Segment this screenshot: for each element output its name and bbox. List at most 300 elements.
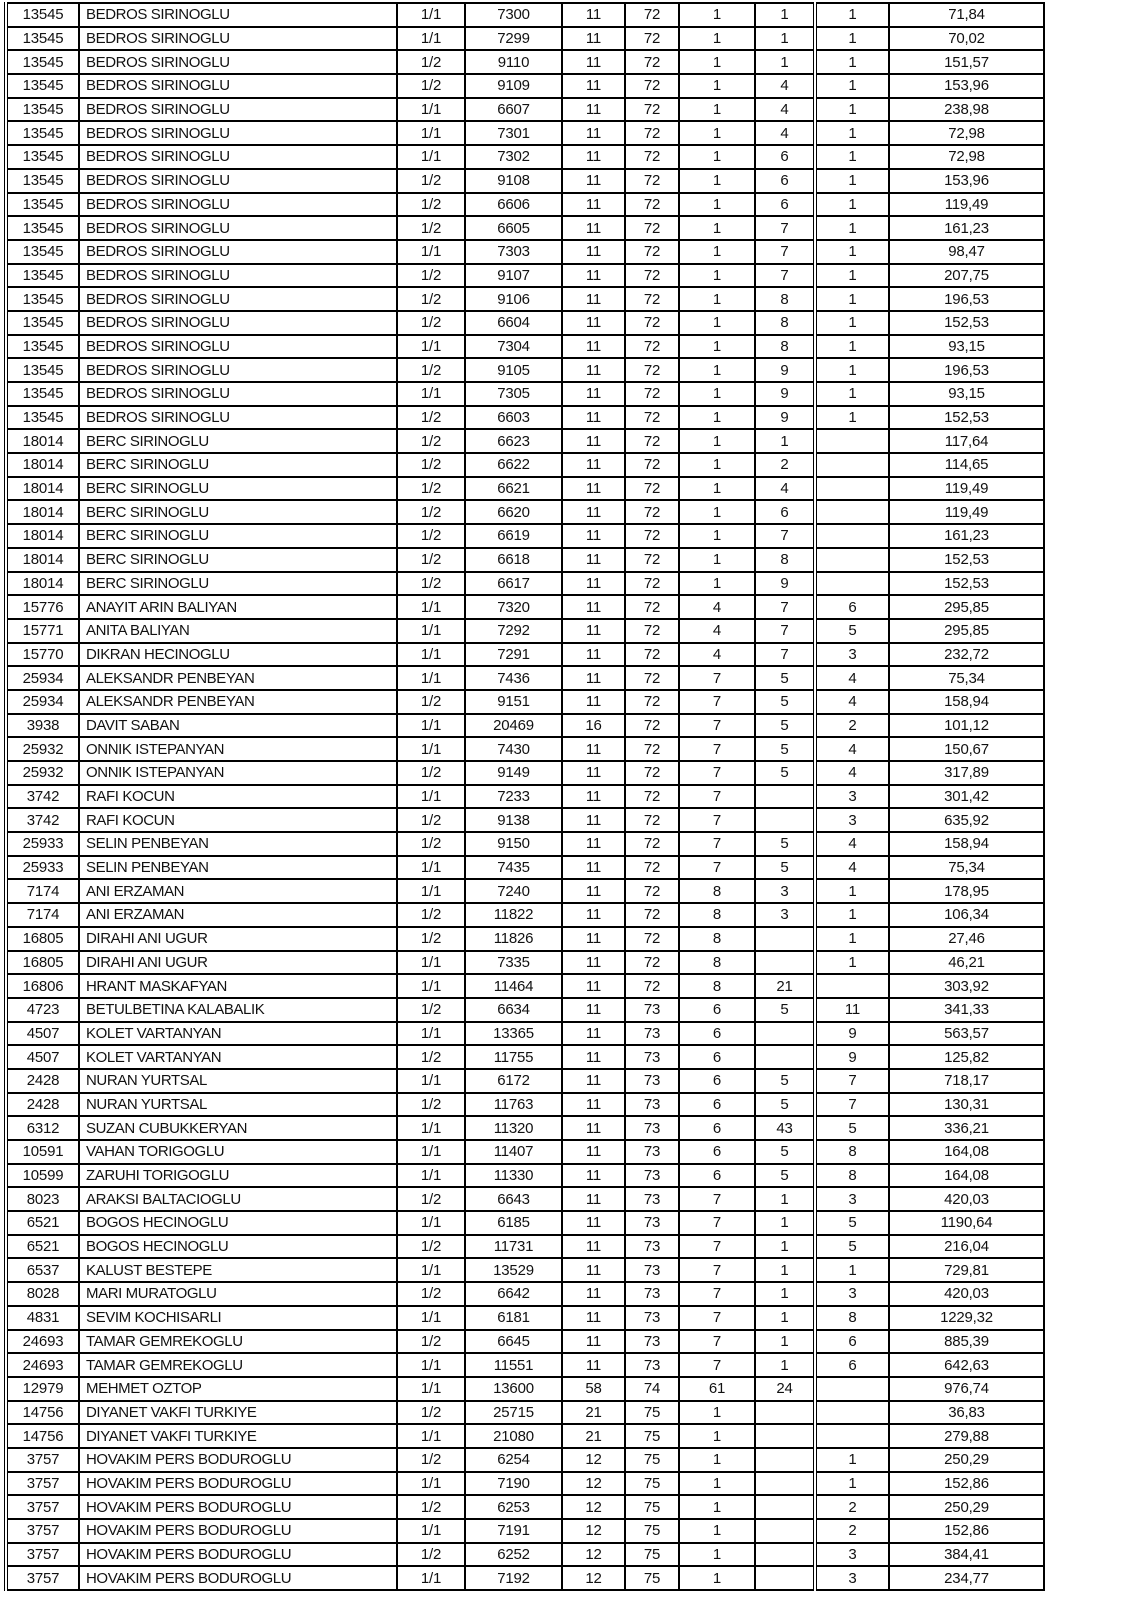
col9-cell: 8: [815, 1164, 889, 1188]
share-fraction-cell: 1/1: [397, 785, 465, 809]
table-row: [6, 666, 1044, 690]
col5-cell: 58: [562, 1377, 625, 1401]
col7-cell: 1: [679, 145, 755, 169]
name-cell: TAMAR GEMREKOGLU: [79, 1330, 397, 1354]
name-cell: SELIN PENBEYAN: [79, 856, 397, 880]
document-no-cell: 20469: [465, 714, 562, 738]
table-row: [6, 1566, 1044, 1590]
col9-cell: 1: [815, 98, 889, 122]
col5-cell: 11: [562, 1306, 625, 1330]
table-row: [6, 1140, 1044, 1164]
col7-cell: 1: [679, 572, 755, 596]
document-no-cell: 7302: [465, 145, 562, 169]
document-no-cell: 9149: [465, 761, 562, 785]
table-row: [6, 1069, 1044, 1093]
col8-cell: 7: [755, 264, 815, 288]
col9-cell: 1: [815, 3, 889, 27]
record-id-cell: 25932: [6, 737, 79, 761]
col5-cell: 11: [562, 1282, 625, 1306]
col9-cell: 1: [815, 1472, 889, 1496]
name-cell: ONNIK ISTEPANYAN: [79, 761, 397, 785]
amount-cell: 341,33: [889, 998, 1044, 1022]
col9-cell: 5: [815, 1211, 889, 1235]
name-cell: SELIN PENBEYAN: [79, 832, 397, 856]
col5-cell: 11: [562, 595, 625, 619]
col7-cell: 1: [679, 50, 755, 74]
col5-cell: 11: [562, 856, 625, 880]
document-no-cell: 6619: [465, 524, 562, 548]
col5-cell: 11: [562, 1258, 625, 1282]
col9-cell: [815, 548, 889, 572]
col9-cell: [815, 1401, 889, 1425]
col9-cell: [815, 572, 889, 596]
share-fraction-cell: 1/2: [397, 500, 465, 524]
name-cell: ANI ERZAMAN: [79, 879, 397, 903]
col6-cell: 73: [625, 998, 679, 1022]
col5-cell: 12: [562, 1543, 625, 1567]
document-no-cell: 6253: [465, 1495, 562, 1519]
col8-cell: 5: [755, 856, 815, 880]
col9-cell: 2: [815, 714, 889, 738]
amount-cell: 125,82: [889, 1045, 1044, 1069]
col5-cell: 21: [562, 1401, 625, 1425]
col9-cell: 1: [815, 264, 889, 288]
amount-cell: 238,98: [889, 98, 1044, 122]
table-row: [6, 1448, 1044, 1472]
col6-cell: 72: [625, 453, 679, 477]
col7-cell: 1: [679, 74, 755, 98]
col9-cell: 3: [815, 1187, 889, 1211]
col5-cell: 11: [562, 832, 625, 856]
document-no-cell: 7301: [465, 121, 562, 145]
amount-cell: 885,39: [889, 1330, 1044, 1354]
col9-cell: 3: [815, 643, 889, 667]
record-id-cell: 13545: [6, 264, 79, 288]
col9-cell: 5: [815, 619, 889, 643]
col7-cell: 1: [679, 429, 755, 453]
record-id-cell: 13545: [6, 216, 79, 240]
table-row: [6, 974, 1044, 998]
col8-cell: 5: [755, 761, 815, 785]
record-id-cell: 18014: [6, 429, 79, 453]
table-row: [6, 879, 1044, 903]
document-no-cell: 11763: [465, 1093, 562, 1117]
amount-cell: 152,53: [889, 548, 1044, 572]
record-id-cell: 2428: [6, 1069, 79, 1093]
col7-cell: 8: [679, 974, 755, 998]
col9-cell: 1: [815, 406, 889, 430]
amount-cell: 71,84: [889, 3, 1044, 27]
col9-cell: 1: [815, 216, 889, 240]
amount-cell: 152,53: [889, 406, 1044, 430]
amount-cell: 976,74: [889, 1377, 1044, 1401]
col8-cell: 2: [755, 453, 815, 477]
col7-cell: 1: [679, 335, 755, 359]
col9-cell: 1: [815, 1448, 889, 1472]
table-row: [6, 1045, 1044, 1069]
col8-cell: [755, 785, 815, 809]
document-no-cell: 6642: [465, 1282, 562, 1306]
share-fraction-cell: 1/2: [397, 927, 465, 951]
document-no-cell: 9150: [465, 832, 562, 856]
col7-cell: 6: [679, 1116, 755, 1140]
col8-cell: 7: [755, 240, 815, 264]
col8-cell: 5: [755, 1164, 815, 1188]
col8-cell: 6: [755, 145, 815, 169]
amount-cell: 114,65: [889, 453, 1044, 477]
col6-cell: 72: [625, 382, 679, 406]
name-cell: BEDROS SIRINOGLU: [79, 287, 397, 311]
amount-cell: 152,53: [889, 572, 1044, 596]
col5-cell: 11: [562, 1353, 625, 1377]
col7-cell: 8: [679, 927, 755, 951]
name-cell: ARAKSI BALTACIOGLU: [79, 1187, 397, 1211]
share-fraction-cell: 1/2: [397, 524, 465, 548]
record-id-cell: 10599: [6, 1164, 79, 1188]
share-fraction-cell: 1/2: [397, 358, 465, 382]
col5-cell: 12: [562, 1519, 625, 1543]
name-cell: BERC SIRINOGLU: [79, 548, 397, 572]
col5-cell: 11: [562, 974, 625, 998]
col7-cell: 7: [679, 666, 755, 690]
record-id-cell: 25933: [6, 856, 79, 880]
name-cell: BERC SIRINOGLU: [79, 453, 397, 477]
amount-cell: 119,49: [889, 193, 1044, 217]
table-row: [6, 572, 1044, 596]
col9-cell: 3: [815, 1282, 889, 1306]
col8-cell: 24: [755, 1377, 815, 1401]
record-id-cell: 13545: [6, 382, 79, 406]
col8-cell: 5: [755, 666, 815, 690]
record-id-cell: 10591: [6, 1140, 79, 1164]
table-row: [6, 1235, 1044, 1259]
col7-cell: 4: [679, 643, 755, 667]
record-id-cell: 6312: [6, 1116, 79, 1140]
share-fraction-cell: 1/1: [397, 951, 465, 975]
record-id-cell: 13545: [6, 50, 79, 74]
document-no-cell: 6606: [465, 193, 562, 217]
col6-cell: 73: [625, 1187, 679, 1211]
col8-cell: 7: [755, 619, 815, 643]
document-no-cell: 13600: [465, 1377, 562, 1401]
col8-cell: 9: [755, 406, 815, 430]
record-id-cell: 4507: [6, 1045, 79, 1069]
col6-cell: 72: [625, 927, 679, 951]
name-cell: BEDROS SIRINOGLU: [79, 50, 397, 74]
col9-cell: 1: [815, 951, 889, 975]
col6-cell: 72: [625, 169, 679, 193]
name-cell: KALUST BESTEPE: [79, 1258, 397, 1282]
share-fraction-cell: 1/1: [397, 643, 465, 667]
col9-cell: 4: [815, 761, 889, 785]
col7-cell: 7: [679, 785, 755, 809]
share-fraction-cell: 1/1: [397, 1519, 465, 1543]
amount-cell: 1190,64: [889, 1211, 1044, 1235]
name-cell: ANAYIT ARIN BALIYAN: [79, 595, 397, 619]
col7-cell: 1: [679, 358, 755, 382]
col7-cell: 7: [679, 856, 755, 880]
col6-cell: 72: [625, 832, 679, 856]
amount-cell: 158,94: [889, 832, 1044, 856]
col8-cell: 7: [755, 524, 815, 548]
table-row: [6, 1543, 1044, 1567]
col5-cell: 11: [562, 1140, 625, 1164]
table-row: [6, 714, 1044, 738]
document-no-cell: 25715: [465, 1401, 562, 1425]
record-id-cell: 4507: [6, 1022, 79, 1046]
col8-cell: 5: [755, 1093, 815, 1117]
document-no-cell: 7191: [465, 1519, 562, 1543]
col5-cell: 11: [562, 287, 625, 311]
col7-cell: 1: [679, 311, 755, 335]
col7-cell: 1: [679, 264, 755, 288]
document-no-cell: 9108: [465, 169, 562, 193]
col6-cell: 72: [625, 903, 679, 927]
table-row: [6, 903, 1044, 927]
col9-cell: 1: [815, 50, 889, 74]
table-row: [6, 1022, 1044, 1046]
col7-cell: 7: [679, 1282, 755, 1306]
col6-cell: 73: [625, 1282, 679, 1306]
name-cell: BOGOS HECINOGLU: [79, 1235, 397, 1259]
col8-cell: 7: [755, 595, 815, 619]
col6-cell: 72: [625, 3, 679, 27]
share-fraction-cell: 1/1: [397, 1069, 465, 1093]
record-id-cell: 25934: [6, 690, 79, 714]
name-cell: ALEKSANDR PENBEYAN: [79, 666, 397, 690]
amount-cell: 250,29: [889, 1495, 1044, 1519]
col5-cell: 11: [562, 572, 625, 596]
col8-cell: 1: [755, 1235, 815, 1259]
col5-cell: 11: [562, 500, 625, 524]
record-id-cell: 25932: [6, 761, 79, 785]
col9-cell: 1: [815, 903, 889, 927]
col7-cell: 7: [679, 761, 755, 785]
share-fraction-cell: 1/2: [397, 808, 465, 832]
amount-cell: 93,15: [889, 382, 1044, 406]
col8-cell: 5: [755, 737, 815, 761]
col5-cell: 11: [562, 1211, 625, 1235]
col6-cell: 73: [625, 1353, 679, 1377]
record-id-cell: 3742: [6, 808, 79, 832]
document-no-cell: 7240: [465, 879, 562, 903]
col8-cell: 1: [755, 50, 815, 74]
table-row: [6, 1093, 1044, 1117]
table-row: [6, 927, 1044, 951]
document-no-cell: 11822: [465, 903, 562, 927]
share-fraction-cell: 1/1: [397, 1022, 465, 1046]
document-no-cell: 6605: [465, 216, 562, 240]
name-cell: HOVAKIM PERS BODUROGLU: [79, 1448, 397, 1472]
name-cell: BOGOS HECINOGLU: [79, 1211, 397, 1235]
col9-cell: 1: [815, 1258, 889, 1282]
name-cell: HRANT MASKAFYAN: [79, 974, 397, 998]
table-row: [6, 3, 1044, 27]
name-cell: BERC SIRINOGLU: [79, 500, 397, 524]
name-cell: DIYANET VAKFI TURKIYE: [79, 1401, 397, 1425]
record-id-cell: 25934: [6, 666, 79, 690]
col7-cell: 6: [679, 1093, 755, 1117]
col8-cell: 6: [755, 500, 815, 524]
document-no-cell: 11731: [465, 1235, 562, 1259]
amount-cell: 250,29: [889, 1448, 1044, 1472]
col8-cell: [755, 1495, 815, 1519]
table-row: [6, 74, 1044, 98]
col9-cell: 1: [815, 311, 889, 335]
share-fraction-cell: 1/2: [397, 690, 465, 714]
col7-cell: 4: [679, 595, 755, 619]
col7-cell: 1: [679, 169, 755, 193]
name-cell: BETULBETINA KALABALIK: [79, 998, 397, 1022]
col6-cell: 72: [625, 595, 679, 619]
col8-cell: [755, 1401, 815, 1425]
col5-cell: 11: [562, 3, 625, 27]
col7-cell: 7: [679, 1258, 755, 1282]
share-fraction-cell: 1/1: [397, 335, 465, 359]
name-cell: ALEKSANDR PENBEYAN: [79, 690, 397, 714]
document-no-cell: 11551: [465, 1353, 562, 1377]
document-no-cell: 7233: [465, 785, 562, 809]
col5-cell: 11: [562, 1045, 625, 1069]
name-cell: BEDROS SIRINOGLU: [79, 264, 397, 288]
table-row: [6, 1377, 1044, 1401]
share-fraction-cell: 1/2: [397, 287, 465, 311]
amount-cell: 36,83: [889, 1401, 1044, 1425]
col9-cell: 4: [815, 666, 889, 690]
col6-cell: 72: [625, 27, 679, 51]
share-fraction-cell: 1/1: [397, 240, 465, 264]
col6-cell: 72: [625, 216, 679, 240]
col9-cell: 2: [815, 1495, 889, 1519]
amount-cell: 119,49: [889, 500, 1044, 524]
table-row: [6, 595, 1044, 619]
col9-cell: 4: [815, 832, 889, 856]
col8-cell: 1: [755, 429, 815, 453]
table-row: [6, 1211, 1044, 1235]
document-no-cell: 6622: [465, 453, 562, 477]
table-row: [6, 287, 1044, 311]
col5-cell: 11: [562, 193, 625, 217]
record-id-cell: 4831: [6, 1306, 79, 1330]
col5-cell: 12: [562, 1495, 625, 1519]
document-no-cell: 9107: [465, 264, 562, 288]
record-id-cell: 13545: [6, 193, 79, 217]
col6-cell: 73: [625, 1093, 679, 1117]
table-row: [6, 216, 1044, 240]
col9-cell: 8: [815, 1140, 889, 1164]
col5-cell: 11: [562, 808, 625, 832]
name-cell: HOVAKIM PERS BODUROGLU: [79, 1472, 397, 1496]
table-row: [6, 690, 1044, 714]
table-row: [6, 358, 1044, 382]
col9-cell: 1: [815, 74, 889, 98]
col5-cell: 11: [562, 311, 625, 335]
amount-cell: 161,23: [889, 524, 1044, 548]
table-row: [6, 1282, 1044, 1306]
col6-cell: 75: [625, 1495, 679, 1519]
amount-cell: 75,34: [889, 666, 1044, 690]
share-fraction-cell: 1/1: [397, 1258, 465, 1282]
col6-cell: 75: [625, 1424, 679, 1448]
record-id-cell: 3938: [6, 714, 79, 738]
record-id-cell: 18014: [6, 572, 79, 596]
col8-cell: 1: [755, 1306, 815, 1330]
table-row: [6, 406, 1044, 430]
record-id-cell: 18014: [6, 524, 79, 548]
col6-cell: 75: [625, 1519, 679, 1543]
amount-cell: 232,72: [889, 643, 1044, 667]
document-no-cell: 6607: [465, 98, 562, 122]
amount-cell: 420,03: [889, 1282, 1044, 1306]
name-cell: BEDROS SIRINOGLU: [79, 406, 397, 430]
col9-cell: [815, 477, 889, 501]
col9-cell: 3: [815, 808, 889, 832]
table-row: [6, 1424, 1044, 1448]
table-row: [6, 1330, 1044, 1354]
amount-cell: 161,23: [889, 216, 1044, 240]
name-cell: BERC SIRINOGLU: [79, 524, 397, 548]
record-id-cell: 13545: [6, 145, 79, 169]
col9-cell: 8: [815, 1306, 889, 1330]
record-id-cell: 16805: [6, 951, 79, 975]
name-cell: RAFI KOCUN: [79, 785, 397, 809]
col6-cell: 73: [625, 1330, 679, 1354]
name-cell: DIKRAN HECINOGLU: [79, 643, 397, 667]
col7-cell: 1: [679, 1495, 755, 1519]
share-fraction-cell: 1/1: [397, 1116, 465, 1140]
col7-cell: 7: [679, 1187, 755, 1211]
amount-cell: 150,67: [889, 737, 1044, 761]
col5-cell: 11: [562, 98, 625, 122]
col6-cell: 73: [625, 1069, 679, 1093]
amount-cell: 151,57: [889, 50, 1044, 74]
name-cell: BEDROS SIRINOGLU: [79, 358, 397, 382]
table-row: [6, 524, 1044, 548]
record-id-cell: 3757: [6, 1495, 79, 1519]
name-cell: BEDROS SIRINOGLU: [79, 382, 397, 406]
record-id-cell: 25933: [6, 832, 79, 856]
col6-cell: 73: [625, 1306, 679, 1330]
amount-cell: 152,86: [889, 1519, 1044, 1543]
col7-cell: 1: [679, 1566, 755, 1590]
record-id-cell: 13545: [6, 240, 79, 264]
col5-cell: 11: [562, 264, 625, 288]
col6-cell: 73: [625, 1235, 679, 1259]
record-id-cell: 13545: [6, 98, 79, 122]
name-cell: BEDROS SIRINOGLU: [79, 311, 397, 335]
col6-cell: 72: [625, 74, 679, 98]
share-fraction-cell: 1/1: [397, 1566, 465, 1590]
col6-cell: 72: [625, 406, 679, 430]
document-no-cell: 11330: [465, 1164, 562, 1188]
col7-cell: 1: [679, 500, 755, 524]
name-cell: BEDROS SIRINOGLU: [79, 27, 397, 51]
document-no-cell: 21080: [465, 1424, 562, 1448]
document-no-cell: 11464: [465, 974, 562, 998]
col9-cell: [815, 429, 889, 453]
amount-cell: 46,21: [889, 951, 1044, 975]
col5-cell: 12: [562, 1448, 625, 1472]
share-fraction-cell: 1/1: [397, 27, 465, 51]
document-no-cell: 6603: [465, 406, 562, 430]
col5-cell: 11: [562, 666, 625, 690]
amount-cell: 301,42: [889, 785, 1044, 809]
col6-cell: 72: [625, 974, 679, 998]
record-id-cell: 16806: [6, 974, 79, 998]
share-fraction-cell: 1/2: [397, 50, 465, 74]
amount-cell: 130,31: [889, 1093, 1044, 1117]
amount-cell: 93,15: [889, 335, 1044, 359]
